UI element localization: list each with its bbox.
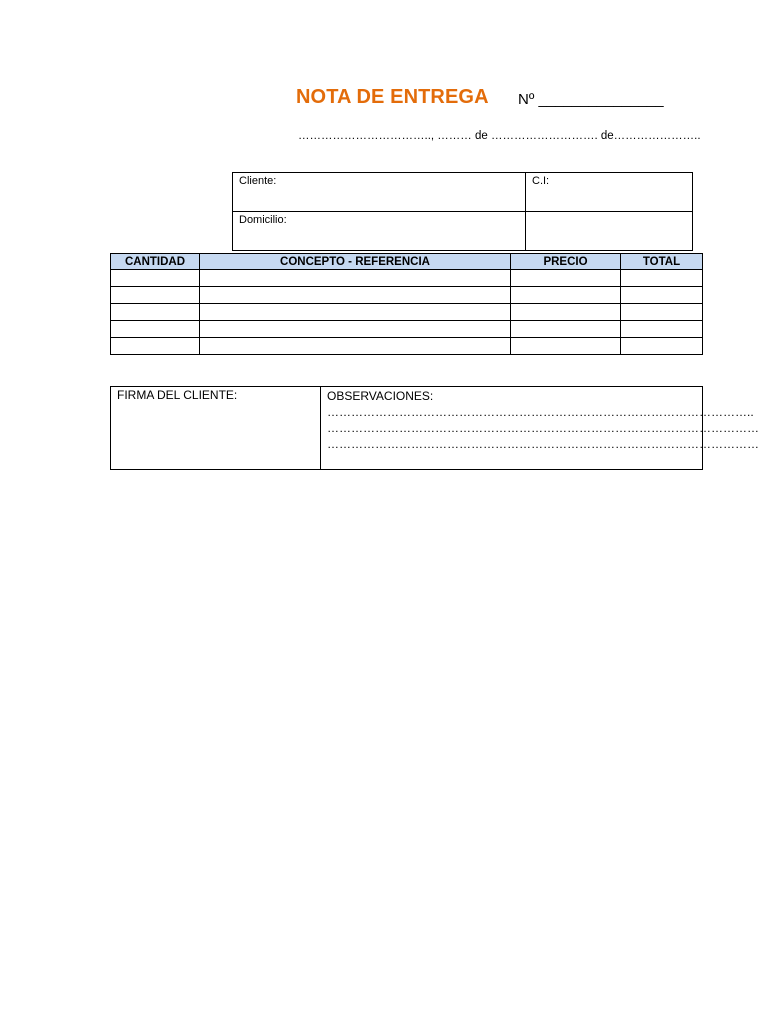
total-cell[interactable] bbox=[621, 321, 703, 338]
total-cell[interactable] bbox=[621, 270, 703, 287]
ci-field[interactable] bbox=[526, 173, 693, 212]
concept-cell[interactable] bbox=[200, 321, 511, 338]
column-header-total: TOTAL bbox=[621, 254, 703, 270]
total-cell[interactable] bbox=[621, 287, 703, 304]
signature-label: FIRMA DEL CLIENTE: bbox=[117, 388, 238, 402]
date-line-field[interactable]: …………………………….., ……… de ………………………. de………………….. bbox=[298, 130, 701, 142]
quantity-cell[interactable] bbox=[111, 304, 200, 321]
address-label: Domicilio: bbox=[239, 214, 287, 226]
signature-field[interactable] bbox=[111, 387, 321, 470]
total-cell[interactable] bbox=[621, 304, 703, 321]
signature-table bbox=[110, 386, 759, 470]
total-cell[interactable] bbox=[621, 338, 703, 355]
price-cell[interactable] bbox=[511, 338, 621, 355]
observation-line: ……………………………………………………………………………………………… bbox=[327, 437, 759, 451]
column-header-quantity: CANTIDAD bbox=[111, 254, 200, 270]
quantity-cell[interactable] bbox=[111, 321, 200, 338]
client-label: Cliente: bbox=[239, 175, 277, 187]
delivery-number-field[interactable]: Nº _______________ bbox=[518, 91, 664, 108]
client-field[interactable] bbox=[233, 173, 526, 212]
observations-field[interactable] bbox=[321, 387, 759, 470]
client-row bbox=[233, 173, 693, 212]
items-table bbox=[110, 253, 703, 355]
quantity-cell[interactable] bbox=[111, 338, 200, 355]
address-row bbox=[233, 212, 693, 251]
price-cell[interactable] bbox=[511, 270, 621, 287]
quantity-cell[interactable] bbox=[111, 270, 200, 287]
table-row bbox=[111, 304, 703, 321]
table-row bbox=[111, 321, 703, 338]
table-row bbox=[111, 338, 703, 355]
table-row bbox=[111, 287, 703, 304]
column-header-price: PRECIO bbox=[511, 254, 621, 270]
items-header-row bbox=[111, 254, 703, 270]
concept-cell[interactable] bbox=[200, 287, 511, 304]
signature-row bbox=[111, 387, 703, 470]
column-header-concept: CONCEPTO - REFERENCIA bbox=[200, 254, 511, 270]
observations-label: OBSERVACIONES: bbox=[327, 389, 434, 403]
price-cell[interactable] bbox=[511, 304, 621, 321]
concept-cell[interactable] bbox=[200, 304, 511, 321]
ci-label: C.I: bbox=[532, 175, 550, 187]
concept-cell[interactable] bbox=[200, 270, 511, 287]
quantity-cell[interactable] bbox=[111, 287, 200, 304]
observation-line: …………………………………………………………………………………………….. bbox=[327, 405, 754, 419]
table-row bbox=[111, 270, 703, 287]
price-cell[interactable] bbox=[511, 321, 621, 338]
items-body bbox=[111, 270, 703, 355]
address-field[interactable] bbox=[233, 212, 526, 251]
document-title: NOTA DE ENTREGA bbox=[296, 86, 489, 108]
address-extra-field[interactable] bbox=[526, 212, 693, 251]
client-info-table bbox=[232, 172, 693, 251]
concept-cell[interactable] bbox=[200, 338, 511, 355]
price-cell[interactable] bbox=[511, 287, 621, 304]
observation-line: ……………………………………………………………………………………………… bbox=[327, 421, 759, 435]
